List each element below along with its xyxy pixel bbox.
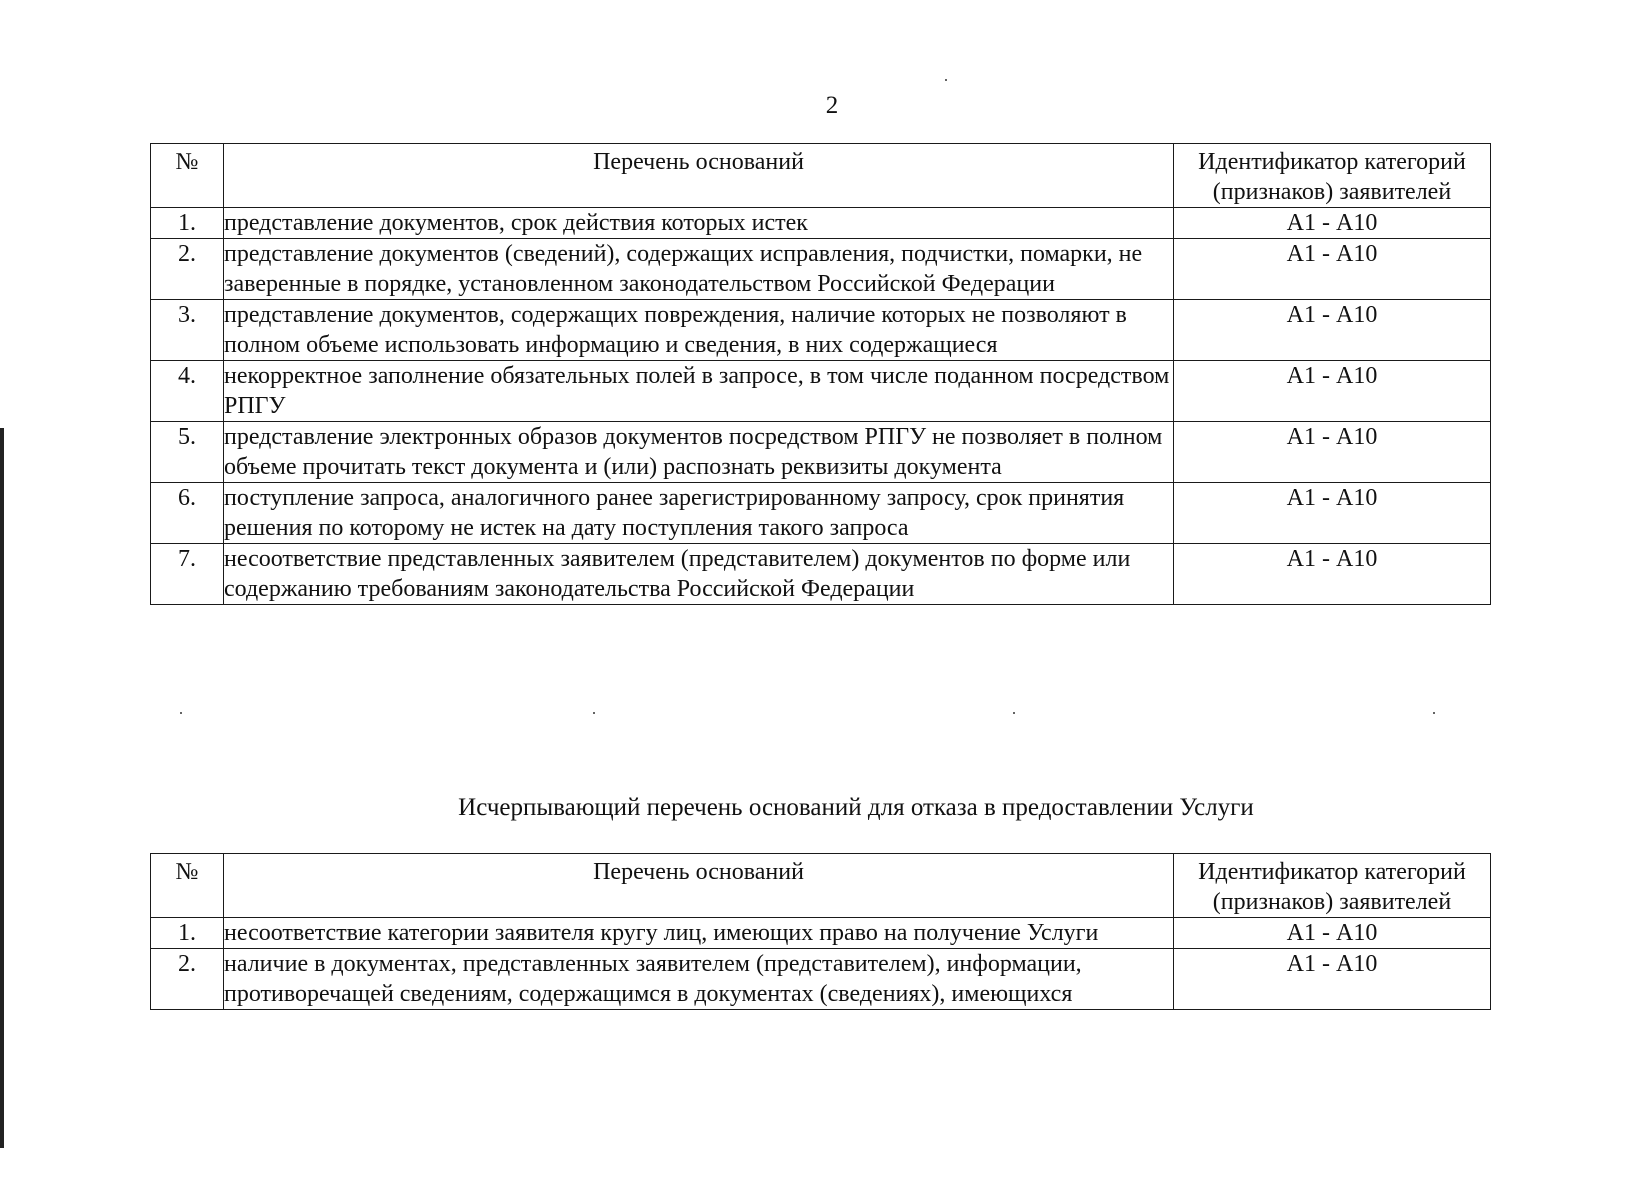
table-header-row [151, 144, 1491, 208]
page-number: 2 [825, 92, 839, 119]
header-reasons: Перечень оснований [224, 854, 1174, 918]
row-number: 5. [151, 422, 224, 483]
table-row [151, 918, 1491, 949]
row-identifier: А1 - А10 [1174, 918, 1491, 949]
row-number: 3. [151, 300, 224, 361]
row-reason: некорректное заполнение обязательных полей в запросе, в том числе поданном посредством РПГУ [224, 361, 1174, 422]
reasons-table [150, 143, 1491, 605]
header-num: № [151, 144, 224, 208]
row-reason: представление документов, срок действия которых истек [224, 208, 1174, 239]
row-reason: несоответствие представленных заявителем (представителем) документов по форме или содержанию требованиям законодательства Российской Федерации [224, 544, 1174, 605]
row-identifier: А1 - А10 [1174, 949, 1491, 1010]
scan-speck [1013, 712, 1015, 714]
row-identifier: А1 - А10 [1174, 239, 1491, 300]
row-identifier: А1 - А10 [1174, 544, 1491, 605]
table-row [151, 361, 1491, 422]
row-number: 1. [151, 208, 224, 239]
row-number: 1. [151, 918, 224, 949]
scan-edge [0, 428, 4, 1148]
row-number: 6. [151, 483, 224, 544]
scan-speck [945, 79, 947, 81]
row-number: 4. [151, 361, 224, 422]
table-row [151, 422, 1491, 483]
row-reason: наличие в документах, представленных заявителем (представителем), информации, противоречащей сведениям, содержащимся в документах (сведениях), имеющихся [224, 949, 1174, 1010]
scan-speck [593, 712, 595, 714]
scan-speck [180, 712, 182, 714]
row-number: 2. [151, 949, 224, 1010]
row-identifier: А1 - А10 [1174, 300, 1491, 361]
table-row [151, 544, 1491, 605]
header-identifier: Идентификатор категорий (признаков) заявителей [1174, 144, 1491, 208]
table-row [151, 483, 1491, 544]
refusal-reasons-table [150, 853, 1491, 1010]
row-reason: поступление запроса, аналогичного ранее зарегистрированному запросу, срок принятия решения по которому не истек на дату поступления такого запроса [224, 483, 1174, 544]
row-identifier: А1 - А10 [1174, 483, 1491, 544]
header-num: № [151, 854, 224, 918]
row-reason: несоответствие категории заявителя кругу лиц, имеющих право на получение Услуги [224, 918, 1174, 949]
row-identifier: А1 - А10 [1174, 422, 1491, 483]
row-identifier: А1 - А10 [1174, 208, 1491, 239]
table-header-row [151, 854, 1491, 918]
row-number: 7. [151, 544, 224, 605]
table-row [151, 949, 1491, 1010]
header-identifier: Идентификатор категорий (признаков) заявителей [1174, 854, 1491, 918]
table-row [151, 208, 1491, 239]
scan-speck [1433, 712, 1435, 714]
row-reason: представление электронных образов документов посредством РПГУ не позволяет в полном объеме прочитать текст документа и (или) распознать реквизиты документа [224, 422, 1174, 483]
row-reason: представление документов, содержащих повреждения, наличие которых не позволяют в полном объеме использовать информацию и сведения, в них содержащиеся [224, 300, 1174, 361]
section-title: Исчерпывающий перечень оснований для отказа в предоставлении Услуги [458, 794, 1254, 821]
row-identifier: А1 - А10 [1174, 361, 1491, 422]
table-row [151, 239, 1491, 300]
table-row [151, 300, 1491, 361]
header-reasons: Перечень оснований [224, 144, 1174, 208]
row-number: 2. [151, 239, 224, 300]
row-reason: представление документов (сведений), содержащих исправления, подчистки, помарки, не заверенные в порядке, установленном законодательством Российской Федерации [224, 239, 1174, 300]
